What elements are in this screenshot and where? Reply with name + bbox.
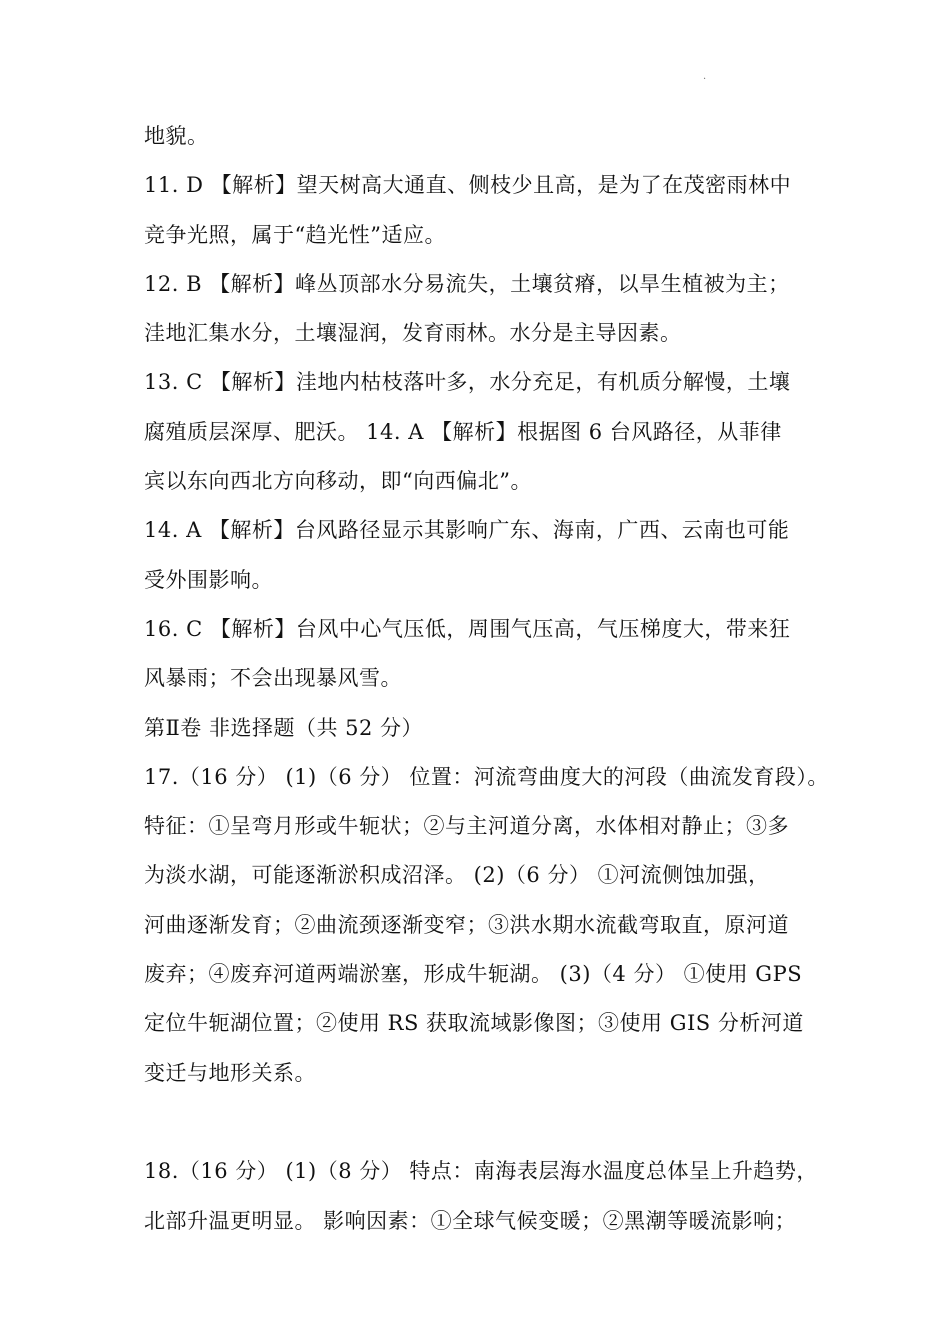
- text-line: 河曲逐渐发育；②曲流颈逐渐变窄；③洪水期水流截弯取直，原河道: [144, 912, 789, 937]
- answer-18: 18.（16 分） (1)（8 分） 特点：南海表层海水温度总体呈上升趋势，: [144, 1159, 818, 1184]
- text-line: 受外围影响。: [144, 567, 273, 592]
- text-line: 变迁与地形关系。: [144, 1060, 316, 1085]
- text-line: 为淡水湖，可能逐渐淤积成沼泽。 (2)（6 分） ①河流侧蚀加强，: [144, 863, 770, 888]
- blank-line: [144, 1098, 810, 1147]
- text-line: 地貌。: [144, 124, 209, 148]
- text-line: 北部升温更明显。 影响因素：①全球气候变暖；②黑潮等暖流影响；: [144, 1208, 797, 1233]
- answer-12: 12. B 【解析】峰丛顶部水分易流失，土壤贫瘠，以旱生植被为主；: [144, 271, 790, 296]
- text-line: 特征：①呈弯月形或牛轭状；②与主河道分离，水体相对静止；③多: [144, 814, 789, 839]
- text-line: 废弃；④废弃河道两端淤塞，形成牛轭湖。 (3)（4 分） ①使用 GPS: [144, 962, 803, 987]
- text-line: 风暴雨；不会出现暴风雪。: [144, 666, 402, 691]
- text-line: 定位牛轭湖位置；②使用 RS 获取流域影像图；③使用 GIS 分析河道: [144, 1011, 804, 1036]
- answer-11: 11. D 【解析】望天树高大通直、侧枝少且高，是为了在茂密雨林中: [144, 173, 792, 198]
- answer-17: 17.（16 分） (1)（6 分） 位置：河流弯曲度大的河段（曲流发育段）。: [144, 764, 829, 789]
- text-line: 宾以东向西北方向移动，即“向西偏北”。: [144, 469, 532, 494]
- text-line: 竞争光照，属于“趋光性”适应。: [144, 222, 446, 247]
- text-line: 腐殖质层深厚、肥沃。 14. A 【解析】根据图 6 台风路径，从菲律: [144, 419, 782, 444]
- answer-14: 14. A 【解析】台风路径显示其影响广东、海南，广西、云南也可能: [144, 518, 790, 543]
- answer-16: 16. C 【解析】台风中心气压低，周围气压高，气压梯度大，带来狂: [144, 616, 791, 641]
- section-heading: 第Ⅱ卷 非选择题（共 52 分）: [144, 715, 424, 740]
- answer-13: 13. C 【解析】洼地内枯枝落叶多，水分充足，有机质分解慢，土壤: [144, 370, 791, 395]
- corner-mark: ·: [703, 74, 707, 85]
- document-body: [144, 112, 829, 1246]
- text-line: 洼地汇集水分，土壤湿润，发育雨林。水分是主导因素。: [144, 321, 682, 346]
